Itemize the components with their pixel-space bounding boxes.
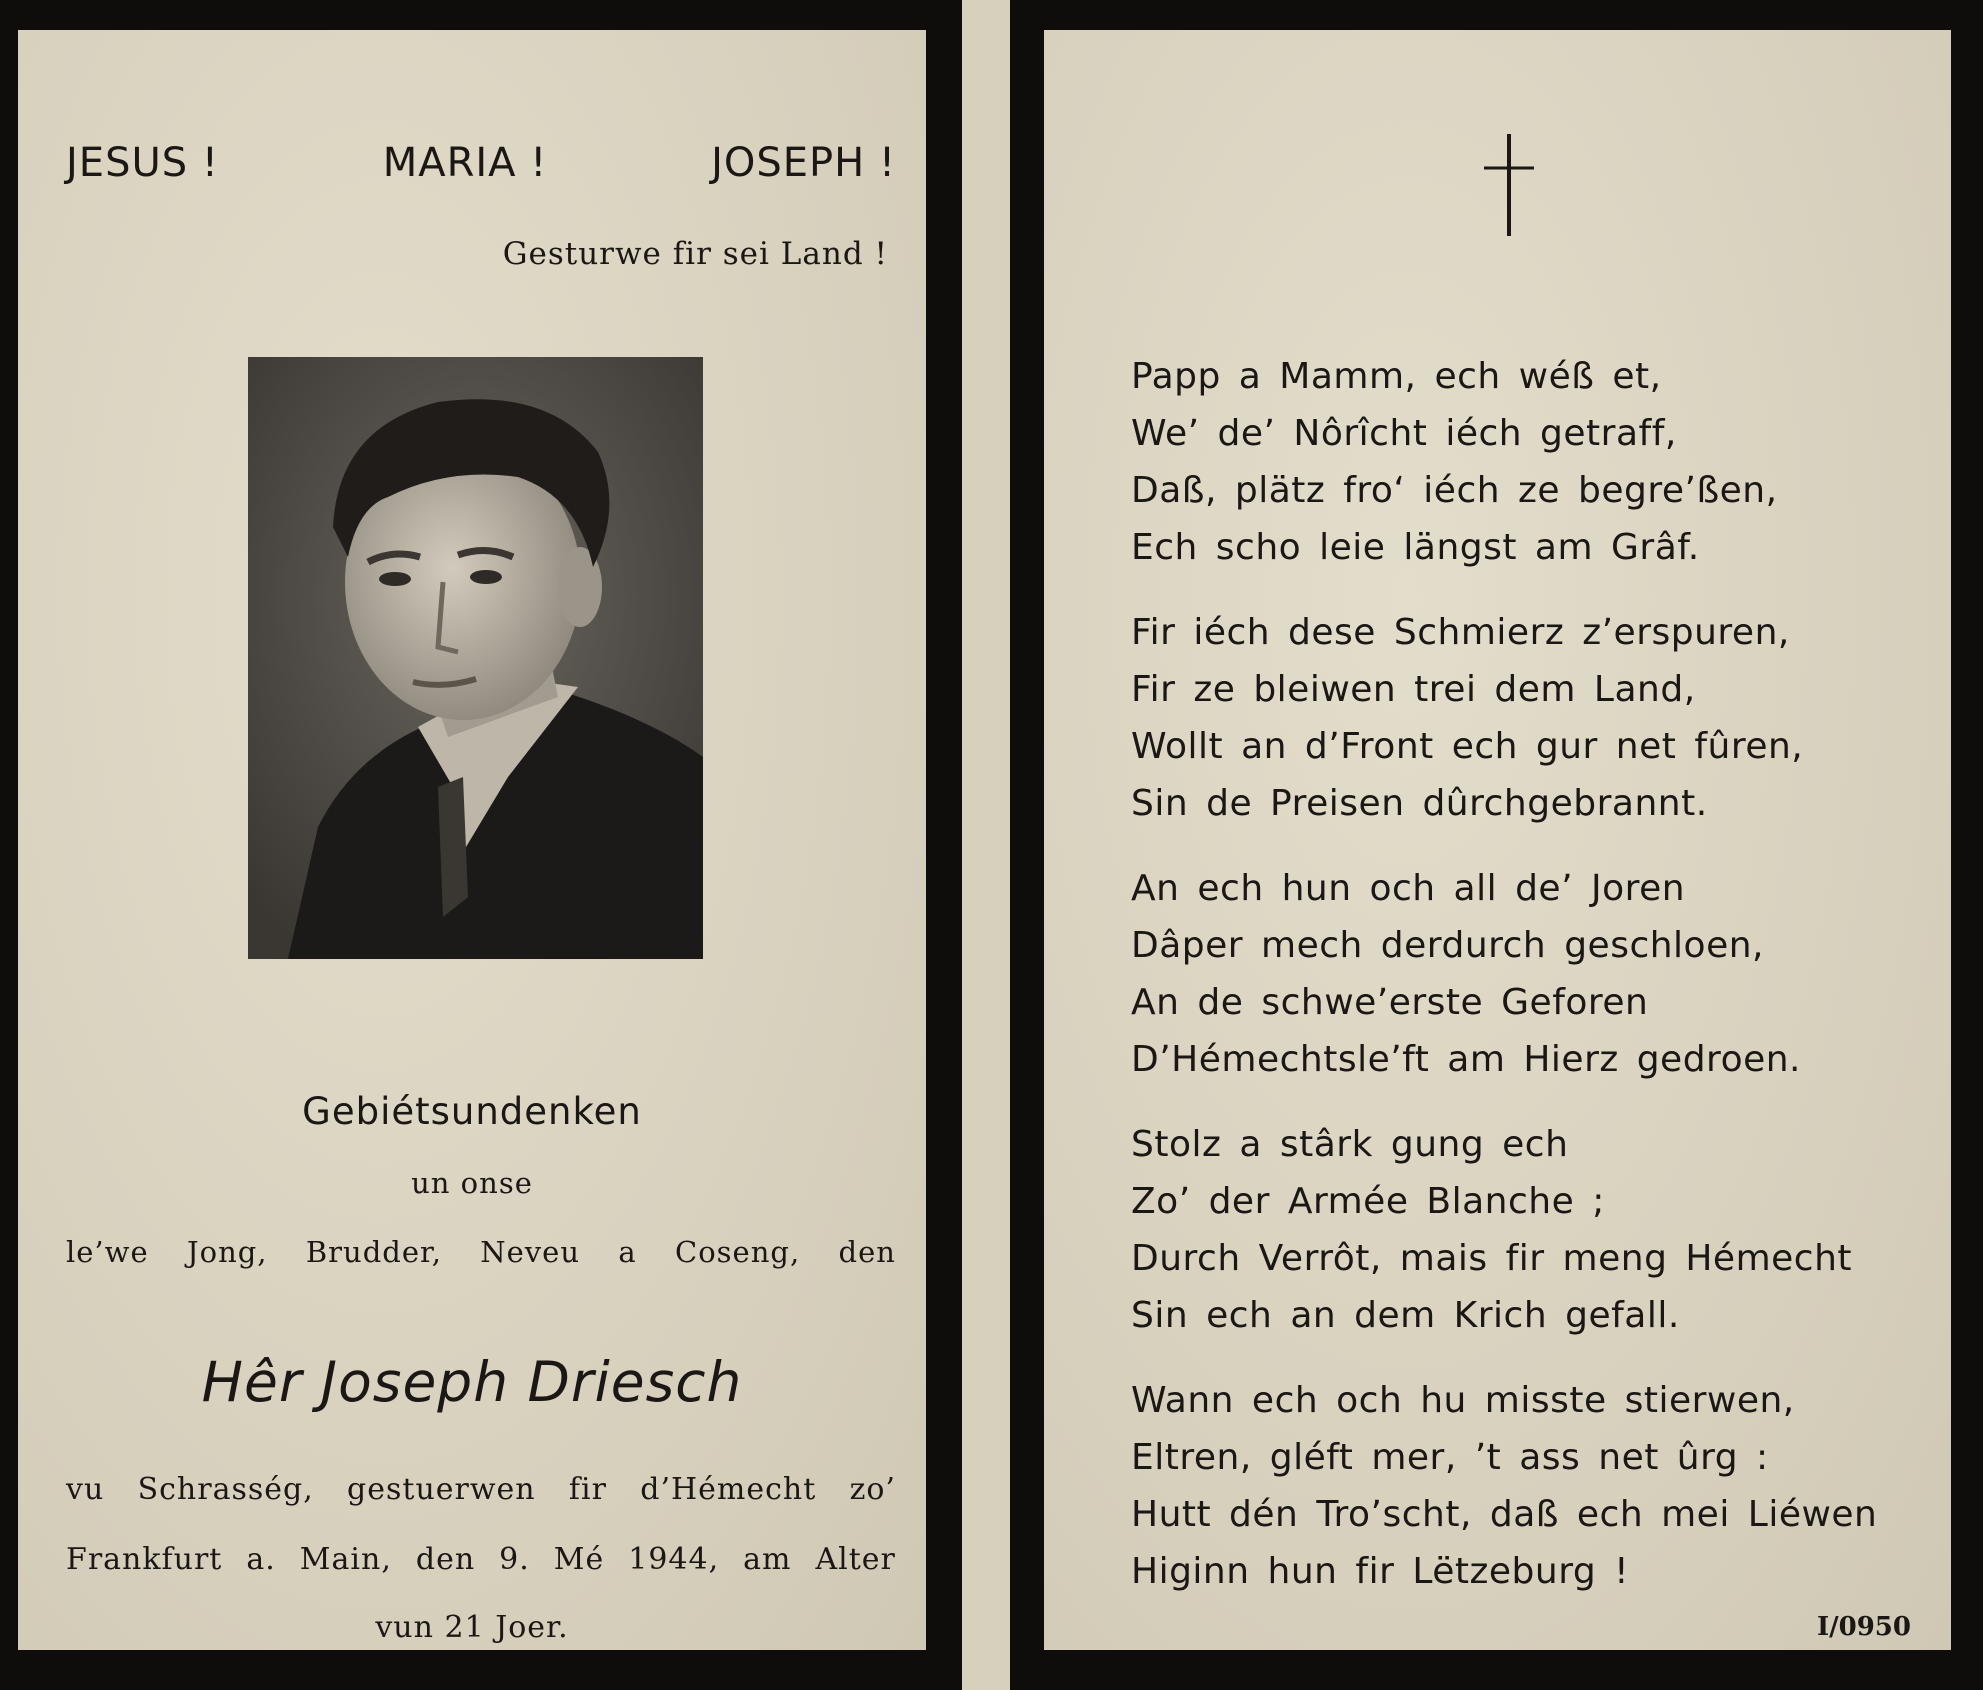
right-card-paper [1044,30,1951,1650]
origin-word: fir [568,1472,607,1507]
cross-icon [1484,134,1534,236]
line-death-date [66,1542,896,1577]
memorial-title: Gebiétsundenken [302,1090,642,1133]
poem-line: Fir ze bleiwen trei dem Land, [1131,669,1696,710]
relations-word: Jong, [186,1235,268,1269]
poem-line: Wann ech och hu misste stierwen, [1131,1380,1795,1421]
poem-line: Fir iéch dese Schmierz z’erspuren, [1131,612,1790,653]
poem-stanza [1131,604,1877,832]
origin-word: zo’ [849,1472,896,1507]
poem-stanza [1131,1372,1877,1600]
deceased-name: Hêr Joseph Driesch [201,1350,743,1414]
poem-line: An ech hun och all de’ Joren [1131,868,1686,909]
relations-word: den [838,1235,896,1269]
line-relations [66,1235,896,1269]
poem-line: Eltren, gléft mer, ’t ass net ûrg : [1131,1437,1769,1478]
subtitle: Gesturwe fir sei Land ! [502,236,888,272]
header-invocation [66,140,896,186]
catalog-number: I/0950 [1816,1612,1911,1642]
date-word: Alter [815,1542,896,1577]
line-un-onse: un onse [411,1166,533,1200]
poem-line: Dâper mech derdurch geschloen, [1131,925,1764,966]
date-word: Frankfurt [66,1542,223,1577]
line-age: vun 21 Joer. [375,1610,569,1645]
poem-line: Wollt an d’Front ech gur net fûren, [1131,726,1804,767]
poem-stanza [1131,860,1877,1088]
portrait-photo [248,357,703,959]
left-card-paper [18,30,926,1650]
poem-stanza [1131,348,1877,576]
header-joseph: JOSEPH ! [711,140,896,186]
card-gap [962,0,1010,1690]
header-maria: MARIA ! [382,140,548,186]
poem-line: An de schwe’erste Geforen [1131,982,1649,1023]
poem-line: We’ de’ Nôrîcht iéch getraff, [1131,413,1677,454]
poem-line: Sin ech an dem Krich gefall. [1131,1295,1680,1336]
relations-word: Brudder, [305,1235,442,1269]
poem-line: Stolz a stârk gung ech [1131,1124,1569,1165]
left-card [0,0,962,1690]
date-word: Mé [553,1542,605,1577]
poem-line: Daß, plätz fro‘ iéch ze begre’ßen, [1131,470,1778,511]
origin-word: vu [66,1472,105,1507]
relations-word: Coseng, [675,1235,801,1269]
date-word: 9. [499,1542,530,1577]
origin-word: d’Hémecht [640,1472,817,1507]
poem-line: D’Hémechtsle’ft am Hierz gedroen. [1131,1039,1802,1080]
line-origin [66,1472,896,1507]
poem-line: Durch Verrôt, mais fir meng Hémecht [1131,1238,1853,1279]
poem [1131,348,1877,1628]
right-card [1010,0,1983,1690]
poem-line: Sin de Preisen dûrchgebrannt. [1131,783,1708,824]
poem-stanza [1131,1116,1877,1344]
date-word: den [415,1542,476,1577]
relations-word: le’we [66,1235,149,1269]
relations-word: a [618,1235,637,1269]
date-word: Main, [299,1542,392,1577]
poem-line: Hutt dén Tro’scht, daß ech mei Liéwen [1131,1494,1878,1535]
date-word: a. [246,1542,276,1577]
poem-line: Zo’ der Armée Blanche ; [1131,1181,1605,1222]
portrait-image [248,357,703,959]
origin-word: gestuerwen [347,1472,536,1507]
origin-word: Schrasség, [137,1472,314,1507]
poem-line: Papp a Mamm, ech wéß et, [1131,356,1662,397]
poem-line: Ech scho leie längst am Grâf. [1131,527,1700,568]
poem-line: Higinn hun fir Lëtzeburg ! [1131,1551,1630,1592]
date-word: am [743,1542,792,1577]
relations-word: Neveu [480,1235,581,1269]
header-jesus: JESUS ! [66,140,219,186]
date-word: 1944, [628,1542,720,1577]
